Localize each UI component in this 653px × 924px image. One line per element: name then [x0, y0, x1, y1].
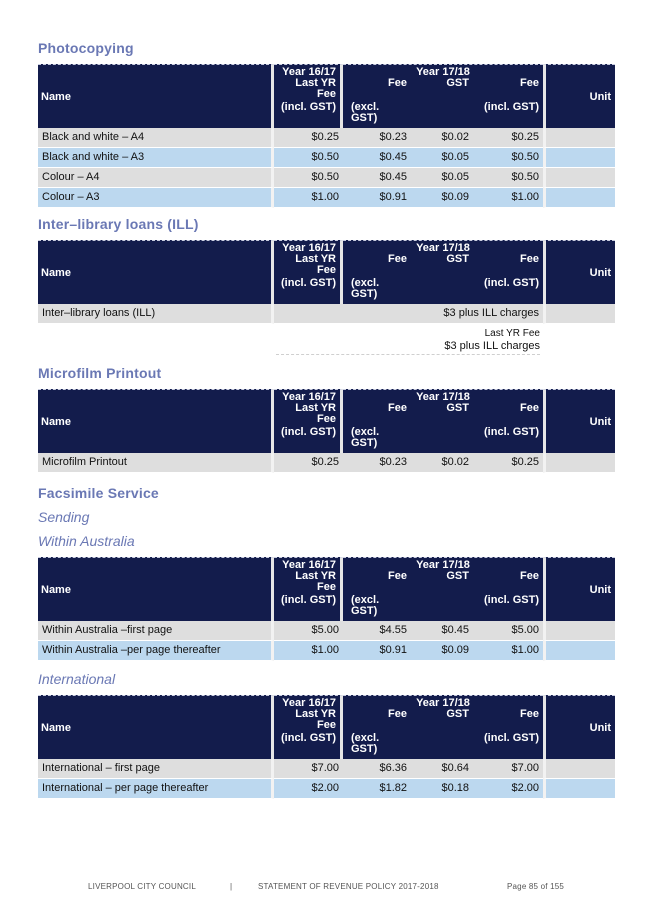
- column-header-gst: GST: [411, 571, 473, 593]
- unit-cell: [543, 188, 615, 208]
- column-header-fee-incl: Fee: [473, 403, 543, 425]
- row-last-yr-fee: $0.50: [274, 148, 343, 168]
- section-title-facsimile: Facsimile Service: [38, 485, 159, 501]
- subsection-title-within-australia: Within Australia: [38, 533, 135, 549]
- unit-cell: [543, 621, 615, 641]
- unit-cell: [543, 304, 615, 324]
- column-header-name: Name: [38, 695, 274, 759]
- table-row: [38, 304, 615, 324]
- column-header-year-curr: Year 17/18: [343, 557, 543, 571]
- row-fee-excl-gst: $0.23: [343, 128, 411, 148]
- row-gst: $0.18: [411, 779, 473, 799]
- facsimile-section: [38, 485, 615, 799]
- microfilm-section: [38, 365, 615, 473]
- column-header-fee: Fee: [343, 571, 411, 593]
- column-header-unit: Unit: [543, 240, 615, 304]
- footer-doc-title: STATEMENT OF REVENUE POLICY 2017-2018: [258, 882, 439, 891]
- row-fee-incl-gst: $0.50: [473, 168, 543, 188]
- column-header-incl-gst-curr: (incl. GST): [473, 593, 543, 617]
- column-header-last-yr-fee: Last YR Fee: [274, 709, 343, 731]
- column-header-name: Name: [38, 240, 274, 304]
- column-header-year-curr: Year 17/18: [343, 389, 543, 403]
- row-fee-incl-gst: $0.25: [473, 128, 543, 148]
- column-header-incl-gst-curr: (incl. GST): [473, 731, 543, 755]
- row-last-yr-fee: $0.50: [274, 168, 343, 188]
- column-header-excl-gst: (excl. GST): [343, 593, 411, 617]
- photocopying-table: [38, 64, 615, 208]
- row-last-yr-fee: $0.25: [274, 128, 343, 148]
- column-header-unit: Unit: [543, 64, 615, 128]
- row-last-yr-fee: $0.25: [274, 453, 343, 473]
- column-header-gst: GST: [411, 709, 473, 731]
- column-header-excl-gst: (excl. GST): [343, 425, 411, 449]
- row-fee-excl-gst: $0.91: [343, 641, 411, 661]
- row-fee-incl-gst: $2.00: [473, 779, 543, 799]
- column-header-year-prev: Year 16/17: [274, 64, 343, 78]
- column-header-excl-gst: (excl. GST): [343, 276, 411, 300]
- unit-cell: [543, 759, 615, 779]
- row-last-yr-fee: $7.00: [274, 759, 343, 779]
- row-fee-incl-gst: $5.00: [473, 621, 543, 641]
- footer-page-number: Page 85 of 155: [507, 882, 565, 891]
- column-header-last-yr-fee: Last YR Fee: [274, 571, 343, 593]
- ill-note-value: $3 plus ILL charges: [444, 340, 540, 352]
- column-header-fee: Fee: [343, 709, 411, 731]
- row-last-yr-fee: $1.00: [274, 641, 343, 661]
- column-header-excl-gst: (excl. GST): [343, 731, 411, 755]
- column-header-gst: GST: [411, 254, 473, 276]
- column-header-unit: Unit: [543, 389, 615, 453]
- column-header-last-yr-fee: Last YR Fee: [274, 403, 343, 425]
- column-header-fee-incl: Fee: [473, 78, 543, 100]
- ill-note-label: Last YR Fee: [484, 328, 540, 339]
- column-header-fee: Fee: [343, 78, 411, 100]
- row-fee-incl-gst: $1.00: [473, 641, 543, 661]
- column-header-year-curr: Year 17/18: [343, 695, 543, 709]
- column-header-gst: GST: [411, 78, 473, 100]
- unit-cell: [543, 641, 615, 661]
- row-gst: $0.05: [411, 148, 473, 168]
- table-row: [38, 168, 615, 188]
- unit-cell: [543, 779, 615, 799]
- unit-cell: [543, 453, 615, 473]
- column-header-unit: Unit: [543, 557, 615, 621]
- column-header-excl-gst: (excl. GST): [343, 100, 411, 124]
- column-header-name: Name: [38, 64, 274, 128]
- row-gst: $0.05: [411, 168, 473, 188]
- row-gst: $0.09: [411, 641, 473, 661]
- column-header-incl-gst-prev: (incl. GST): [274, 593, 343, 617]
- table-row: [38, 779, 615, 799]
- row-fee-incl-gst: $1.00: [473, 188, 543, 208]
- row-fee-excl-gst: $0.45: [343, 168, 411, 188]
- row-name: Colour – A4: [38, 168, 274, 188]
- table-row: [38, 621, 615, 641]
- row-name: Microfilm Printout: [38, 453, 274, 473]
- column-header-name: Name: [38, 557, 274, 621]
- international-table: [38, 695, 615, 799]
- column-header-unit: Unit: [543, 695, 615, 759]
- table-row: [38, 128, 615, 148]
- row-last-yr-fee: $1.00: [274, 188, 343, 208]
- row-fee-excl-gst: $0.91: [343, 188, 411, 208]
- unit-cell: [543, 128, 615, 148]
- column-header-year-curr: Year 17/18: [343, 240, 543, 254]
- row-gst: $0.02: [411, 453, 473, 473]
- row-name: International – per page thereafter: [38, 779, 274, 799]
- microfilm-table: [38, 389, 615, 473]
- row-fee-incl-gst: $7.00: [473, 759, 543, 779]
- row-last-yr-fee: $2.00: [274, 779, 343, 799]
- ill-row-name: Inter–library loans (ILL): [38, 304, 274, 324]
- row-fee-excl-gst: $0.23: [343, 453, 411, 473]
- table-row: [38, 641, 615, 661]
- row-name: Colour – A3: [38, 188, 274, 208]
- column-header-gst: GST: [411, 403, 473, 425]
- table-row: [38, 759, 615, 779]
- footer-org: LIVERPOOL CITY COUNCIL: [88, 882, 196, 891]
- column-header-year-curr: Year 17/18: [343, 64, 543, 78]
- ill-section: [38, 216, 615, 352]
- row-fee-excl-gst: $0.45: [343, 148, 411, 168]
- column-header-fee: Fee: [343, 254, 411, 276]
- column-header-incl-gst-curr: (incl. GST): [473, 100, 543, 124]
- row-name: Within Australia –first page: [38, 621, 274, 641]
- row-name: Within Australia –per page thereafter: [38, 641, 274, 661]
- column-header-year-prev: Year 16/17: [274, 695, 343, 709]
- row-name: Black and white – A4: [38, 128, 274, 148]
- column-header-incl-gst-curr: (incl. GST): [473, 276, 543, 300]
- section-title-photocopying: Photocopying: [38, 40, 134, 56]
- row-fee-excl-gst: $1.82: [343, 779, 411, 799]
- table-row: [38, 148, 615, 168]
- section-title-ill: Inter–library loans (ILL): [38, 216, 199, 232]
- ill-row-value: $3 plus ILL charges: [274, 304, 543, 324]
- row-fee-incl-gst: $0.25: [473, 453, 543, 473]
- section-title-microfilm: Microfilm Printout: [38, 365, 162, 381]
- unit-cell: [543, 168, 615, 188]
- row-name: Black and white – A3: [38, 148, 274, 168]
- column-header-fee-incl: Fee: [473, 254, 543, 276]
- footer-separator: |: [230, 882, 233, 891]
- row-fee-excl-gst: $6.36: [343, 759, 411, 779]
- column-header-year-prev: Year 16/17: [274, 240, 343, 254]
- column-header-fee-incl: Fee: [473, 571, 543, 593]
- within-australia-table: [38, 557, 615, 661]
- row-gst: $0.09: [411, 188, 473, 208]
- ill-table: [38, 240, 615, 324]
- column-header-fee: Fee: [343, 403, 411, 425]
- column-header-incl-gst-prev: (incl. GST): [274, 425, 343, 449]
- ill-last-yr-note: [276, 328, 540, 355]
- row-name: International – first page: [38, 759, 274, 779]
- photocopying-section: [38, 40, 615, 208]
- row-gst: $0.02: [411, 128, 473, 148]
- row-gst: $0.64: [411, 759, 473, 779]
- column-header-year-prev: Year 16/17: [274, 557, 343, 571]
- row-last-yr-fee: $5.00: [274, 621, 343, 641]
- column-header-incl-gst-prev: (incl. GST): [274, 731, 343, 755]
- column-header-last-yr-fee: Last YR Fee: [274, 78, 343, 100]
- column-header-fee-incl: Fee: [473, 709, 543, 731]
- column-header-name: Name: [38, 389, 274, 453]
- table-row: [38, 188, 615, 208]
- column-header-incl-gst-prev: (incl. GST): [274, 100, 343, 124]
- column-header-last-yr-fee: Last YR Fee: [274, 254, 343, 276]
- subsection-title-international: International: [38, 671, 116, 687]
- subsection-title-sending: Sending: [38, 509, 90, 525]
- column-header-year-prev: Year 16/17: [274, 389, 343, 403]
- row-fee-excl-gst: $4.55: [343, 621, 411, 641]
- row-fee-incl-gst: $0.50: [473, 148, 543, 168]
- column-header-incl-gst-prev: (incl. GST): [274, 276, 343, 300]
- row-gst: $0.45: [411, 621, 473, 641]
- table-row: [38, 453, 615, 473]
- column-header-incl-gst-curr: (incl. GST): [473, 425, 543, 449]
- unit-cell: [543, 148, 615, 168]
